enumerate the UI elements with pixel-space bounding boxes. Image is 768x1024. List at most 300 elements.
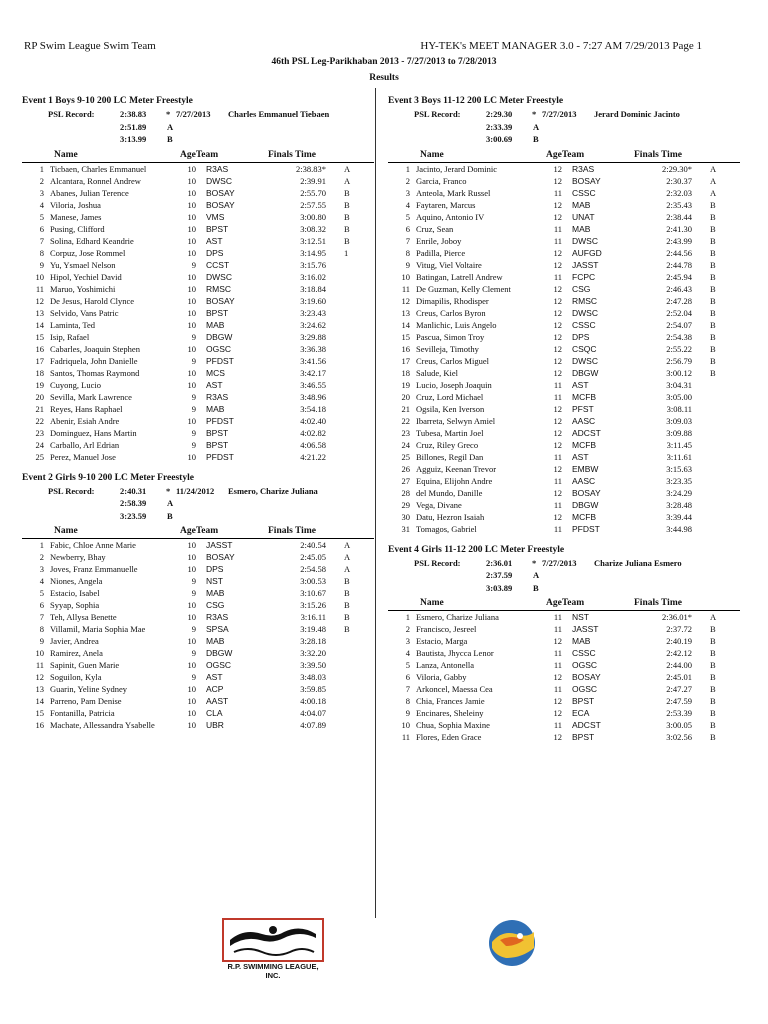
result-row	[388, 175, 740, 187]
result-row	[22, 587, 374, 599]
swimmer-age: 12	[553, 367, 562, 378]
result-place: 5	[405, 660, 410, 670]
swimmer-team: ADCST	[572, 720, 601, 730]
finals-time: 2:45.94	[666, 271, 692, 282]
swimmer-age: 9	[191, 391, 196, 402]
result-place: 20	[401, 391, 410, 402]
event-block	[388, 543, 740, 744]
swimmer-age: 12	[553, 511, 562, 522]
swimmer-name: Bautista, Jhycca Lenor	[416, 648, 494, 658]
swimmer-name: Guarin, Yeline Sydney	[50, 684, 127, 694]
result-row	[388, 235, 740, 247]
results-column-header	[388, 597, 740, 611]
event-title: Event 4 Girls 11-12 200 LC Meter Freestyle	[388, 544, 565, 555]
result-place: 6	[39, 223, 44, 234]
finals-time: 3:09.03	[666, 415, 692, 426]
result-row	[22, 355, 374, 367]
finals-time: 2:42.12	[666, 648, 692, 658]
result-place: 20	[35, 391, 44, 402]
time-standard: B	[710, 708, 716, 718]
result-row	[388, 671, 740, 683]
swimmer-name: Padilla, Pierce	[416, 247, 466, 258]
result-row	[22, 331, 374, 343]
result-row	[22, 235, 374, 247]
result-row	[22, 343, 374, 355]
swimmer-name: Reyes, Hans Raphael	[50, 403, 123, 414]
result-place: 31	[401, 523, 410, 534]
time-standard: B	[710, 271, 716, 282]
results-subtitle: Results	[369, 73, 399, 83]
time-standard: B	[710, 648, 716, 658]
psl-record-label: PSL Record:	[48, 485, 95, 496]
standard-code: B	[533, 134, 539, 144]
swimmer-team: AST	[206, 379, 223, 390]
result-place: 14	[35, 696, 44, 706]
swimmer-age: 10	[187, 708, 196, 718]
swimmer-age: 11	[553, 451, 562, 462]
swimmer-name: Estacio, Isabel	[50, 588, 100, 598]
swimmer-team: MAB	[572, 636, 591, 646]
swimmer-team: EMBW	[572, 463, 599, 474]
finals-time: 3:15.26	[300, 600, 326, 610]
time-standard: B	[710, 732, 716, 742]
finals-time: 3:29.88	[300, 331, 326, 342]
swimmer-team: MAB	[206, 403, 225, 414]
swimmer-team: OGSC	[572, 684, 598, 694]
result-place: 4	[405, 648, 410, 658]
swimmer-team: OGSC	[572, 660, 598, 670]
swimmer-age: 10	[187, 307, 196, 318]
time-standard: A	[344, 552, 351, 562]
finals-time: 3:00.53	[300, 576, 326, 586]
swimmer-name: Agguiz, Keenan Trevor	[416, 463, 497, 474]
result-place: 19	[35, 379, 44, 390]
swimmer-name: Cruz, Sean	[416, 223, 454, 234]
result-row	[388, 223, 740, 235]
finals-time: 2:36.01*	[662, 612, 692, 622]
result-place: 15	[401, 331, 410, 342]
swimmer-age: 9	[191, 588, 196, 598]
time-standard: B	[344, 600, 350, 610]
psl-record-label: PSL Record:	[414, 109, 461, 119]
swimmer-name: Francisco, Jesreel	[416, 624, 477, 634]
result-row	[22, 175, 374, 187]
result-place: 7	[39, 612, 44, 622]
time-standard: A	[710, 163, 717, 174]
swimmer-age: 12	[553, 175, 562, 186]
result-row	[388, 451, 740, 463]
swimmer-team: AST	[572, 451, 589, 462]
result-place: 11	[35, 283, 44, 294]
swimmer-team: BOSAY	[206, 295, 235, 306]
swimmer-name: Fadriquela, John Danielle	[50, 355, 138, 366]
result-row	[388, 659, 740, 671]
result-place: 10	[35, 648, 44, 658]
swimmer-name: Teh, Allysa Benette	[50, 612, 117, 622]
time-standard: B	[710, 696, 716, 706]
swimmer-team: BOSAY	[572, 672, 601, 682]
result-place: 6	[405, 672, 410, 682]
result-row	[22, 551, 374, 563]
result-row	[22, 319, 374, 331]
swimmer-team: JASST	[206, 540, 233, 550]
swimmer-team: UBR	[206, 720, 224, 730]
swimmer-name: Villamil, Maria Sophia Mae	[50, 624, 146, 634]
result-place: 10	[35, 271, 44, 282]
result-place: 9	[405, 259, 410, 270]
result-row	[388, 379, 740, 391]
swimmer-name: Corpuz, Jose Rommel	[50, 247, 126, 258]
finals-time: 3:28.48	[666, 499, 692, 510]
swimmer-name: Creus, Carlos Miguel	[416, 355, 489, 366]
result-place: 26	[401, 463, 410, 474]
result-place: 4	[39, 199, 44, 210]
finals-time: 3:18.84	[300, 283, 326, 294]
finals-time: 2:43.99	[666, 235, 692, 246]
result-place: 13	[35, 684, 44, 694]
result-row	[388, 415, 740, 427]
event-title: Event 1 Boys 9-10 200 LC Meter Freestyle	[22, 96, 193, 106]
standard-time: 2:58.39	[120, 498, 147, 508]
qualifying-standard	[22, 121, 374, 134]
swimmer-team: AST	[206, 235, 223, 246]
logo-caption: R.P. SWIMMING LEAGUE, INC.	[227, 962, 319, 980]
result-row	[388, 475, 740, 487]
result-place: 7	[39, 235, 44, 246]
swimmer-name: Viloria, Joshua	[50, 199, 101, 210]
swimmer-team: R3AS	[206, 163, 229, 174]
time-standard: B	[710, 331, 716, 342]
finals-time: 3:24.62	[300, 319, 326, 330]
result-place: 16	[35, 720, 44, 730]
swimmer-age: 10	[187, 187, 196, 198]
result-row	[388, 731, 740, 743]
result-place: 6	[39, 600, 44, 610]
qualifying-standard	[22, 133, 374, 146]
result-row	[388, 355, 740, 367]
result-row	[22, 379, 374, 391]
swimmer-team: AST	[206, 672, 223, 682]
finals-time: 3:04.31	[666, 379, 692, 390]
swimmer-name: Ibarreta, Selwyn Amiel	[416, 415, 496, 426]
swimmer-age: 10	[187, 379, 196, 390]
finals-time: 2:41.30	[666, 223, 692, 234]
swimmer-team: DWSC	[206, 175, 232, 186]
time-standard: B	[710, 307, 716, 318]
swimmer-name: Salude, Kiel	[416, 367, 459, 378]
result-place: 27	[401, 475, 410, 486]
finals-time: 3:05.00	[666, 391, 692, 402]
record-star: *	[166, 109, 171, 119]
swimmer-team: ADCST	[572, 427, 601, 438]
swimmer-team: DWSC	[206, 271, 232, 282]
swimmer-age: 10	[187, 223, 196, 234]
swimmer-age: 9	[191, 403, 196, 414]
swimmer-name: Machate, Allessandra Ysabelle	[50, 720, 155, 730]
swimmer-team: PFDST	[206, 355, 234, 366]
result-row	[388, 611, 740, 623]
finals-time: 4:21.22	[300, 451, 326, 462]
swimmer-age: 10	[187, 720, 196, 730]
swimmer-team: MAB	[206, 319, 225, 330]
swimmer-team: CSSC	[572, 648, 596, 658]
time-standard: A	[344, 163, 351, 174]
result-place: 14	[35, 319, 44, 330]
finals-time: 2:53.39	[666, 708, 692, 718]
time-standard: B	[710, 684, 716, 694]
qualifying-standard	[22, 510, 374, 523]
swimmer-age: 9	[191, 355, 196, 366]
swimmer-name: Pusing, Clifford	[50, 223, 105, 234]
time-standard: B	[710, 720, 716, 730]
result-place: 2	[405, 175, 410, 186]
finals-time: 3:15.76	[300, 259, 326, 270]
finals-time: 2:40.54	[300, 540, 326, 550]
result-row	[388, 683, 740, 695]
swimmer-team: PFST	[572, 403, 594, 414]
swimmer-age: 11	[553, 720, 562, 730]
swimmer-team: DBGW	[206, 648, 233, 658]
result-row	[388, 271, 740, 283]
result-place: 3	[39, 564, 44, 574]
time-standard: B	[710, 199, 716, 210]
swimmer-name: Chia, Frances Jamie	[416, 696, 485, 706]
header-software: HY-TEK's MEET MANAGER 3.0 - 7:27 AM 7/29/2013 Page 1	[420, 40, 702, 52]
swimmer-age: 11	[553, 475, 562, 486]
result-place: 11	[401, 732, 410, 742]
result-place: 30	[401, 511, 410, 522]
result-place: 25	[35, 451, 44, 462]
finals-time: 3:28.18	[300, 636, 326, 646]
result-row	[22, 575, 374, 587]
swimmer-age: 9	[191, 576, 196, 586]
time-standard: B	[710, 211, 716, 222]
result-row	[388, 247, 740, 259]
swimmer-team: DBGW	[572, 367, 599, 378]
standard-time: 2:33.39	[486, 121, 513, 132]
time-standard: B	[344, 588, 350, 598]
record-date: 7/27/2013	[176, 109, 211, 119]
swimmer-age: 12	[553, 708, 562, 718]
record-time: 2:38.83	[120, 109, 147, 119]
swimmer-name: Tubesa, Martin Joel	[416, 427, 484, 438]
header-age-team: AgeTeam	[546, 598, 585, 608]
result-place: 18	[35, 367, 44, 378]
swimmer-name: Cruz, Riley Greco	[416, 439, 479, 450]
swimmer-team: BOSAY	[572, 487, 601, 498]
finals-time: 2:54.58	[300, 564, 326, 574]
swimmer-age: 10	[187, 600, 196, 610]
result-place: 23	[35, 427, 44, 438]
swimmer-team: DBGW	[572, 499, 599, 510]
finals-time: 2:29.30*	[662, 163, 692, 174]
results-column-header	[388, 149, 740, 163]
swimmer-age: 12	[553, 636, 562, 646]
result-place: 8	[405, 696, 410, 706]
result-row	[388, 427, 740, 439]
finals-time: 2:56.79	[666, 355, 692, 366]
results-column-header	[22, 149, 374, 163]
result-place: 24	[35, 439, 44, 450]
swimmer-name: Isip, Rafael	[50, 331, 90, 342]
result-place: 18	[401, 367, 410, 378]
swimmer-name: Manese, James	[50, 211, 102, 222]
event-block	[22, 471, 374, 732]
result-row	[22, 163, 374, 175]
swimmer-name: Vega, Divane	[416, 499, 462, 510]
result-place: 15	[35, 708, 44, 718]
swimmer-age: 12	[553, 331, 562, 342]
swimmer-team: CSG	[206, 600, 225, 610]
swimmer-name: Faytaren, Marcus	[416, 199, 476, 210]
result-place: 28	[401, 487, 410, 498]
swimmer-team: BOSAY	[206, 552, 235, 562]
swimmer-age: 11	[553, 684, 562, 694]
header-finals-time: Finals Time	[634, 598, 682, 608]
result-row	[22, 599, 374, 611]
result-row	[388, 647, 740, 659]
time-standard: A	[344, 175, 351, 186]
swimmer-age: 12	[553, 463, 562, 474]
swimmer-name: Estacio, Marga	[416, 636, 468, 646]
header-age-team: AgeTeam	[180, 149, 219, 160]
finals-time: 2:30.37	[666, 175, 692, 186]
result-place: 4	[39, 576, 44, 586]
event-title: Event 3 Boys 11-12 200 LC Meter Freestyle	[388, 96, 564, 106]
psl-record-label: PSL Record:	[414, 557, 461, 568]
record-star: *	[166, 485, 171, 496]
standard-code: A	[533, 121, 540, 132]
result-place: 12	[401, 295, 410, 306]
psl-record	[388, 557, 740, 570]
standard-time: 2:51.89	[120, 121, 147, 132]
swimmer-name: Parreno, Pam Denise	[50, 696, 122, 706]
result-row	[22, 367, 374, 379]
finals-time: 3:19.60	[300, 295, 326, 306]
qualifying-standard	[388, 582, 740, 595]
time-standard: B	[710, 319, 716, 330]
swimmer-name: Fabic, Chloe Anne Marie	[50, 540, 136, 550]
swimmer-team: BPST	[206, 427, 229, 438]
finals-time: 2:47.59	[666, 696, 692, 706]
finals-time: 3:46.55	[300, 379, 326, 390]
finals-time: 2:44.00	[666, 660, 692, 670]
result-row	[22, 719, 374, 731]
result-row	[22, 695, 374, 707]
time-standard: B	[344, 624, 350, 634]
swimmer-name: Sapinit, Guen Marie	[50, 660, 120, 670]
swimmer-team: AST	[572, 379, 589, 390]
time-standard: B	[344, 211, 350, 222]
swimmer-team: OGSC	[206, 660, 232, 670]
finals-time: 2:47.28	[666, 295, 692, 306]
result-row	[22, 403, 374, 415]
event-title: Event 2 Girls 9-10 200 LC Meter Freestyle	[22, 472, 194, 483]
result-place: 29	[401, 499, 410, 510]
finals-time: 2:47.27	[666, 684, 692, 694]
finals-time: 2:32.03	[666, 187, 692, 198]
swimmer-age: 10	[187, 283, 196, 294]
swimmer-name: Selvido, Vans Patric	[50, 307, 119, 318]
result-row	[22, 635, 374, 647]
finals-time: 3:39.44	[666, 511, 692, 522]
psl-record	[22, 485, 374, 498]
header-finals-time: Finals Time	[634, 149, 682, 160]
time-standard: B	[710, 636, 716, 646]
result-row	[22, 707, 374, 719]
result-place: 2	[39, 552, 44, 562]
result-place: 17	[35, 355, 44, 366]
finals-time: 2:38.44	[666, 211, 692, 222]
finals-time: 3:23.43	[300, 307, 326, 318]
swimmer-team: JASST	[572, 624, 599, 634]
swimmer-age: 12	[553, 211, 562, 222]
finals-time: 3:39.50	[300, 660, 326, 670]
time-standard: B	[344, 235, 350, 246]
result-place: 23	[401, 427, 410, 438]
swimmer-age: 10	[187, 415, 196, 426]
swimmer-team: DBGW	[206, 331, 233, 342]
header-finals-time: Finals Time	[268, 526, 316, 536]
swimmer-age: 10	[187, 636, 196, 646]
swimmer-name: Newberry, Bhay	[50, 552, 106, 562]
swimmer-team: NST	[206, 576, 223, 586]
result-row	[22, 415, 374, 427]
swimmer-name: Esmero, Charize Juliana	[416, 612, 499, 622]
result-row	[22, 539, 374, 551]
swimmer-team: BPST	[206, 439, 229, 450]
result-place: 10	[401, 271, 410, 282]
swimmer-name: Carballo, Arl Edrian	[50, 439, 120, 450]
result-place: 13	[401, 307, 410, 318]
swimmer-age: 11	[553, 187, 562, 198]
result-row	[22, 223, 374, 235]
swimmer-age: 12	[553, 403, 562, 414]
finals-time: 2:52.04	[666, 307, 692, 318]
swimmer-age: 9	[191, 648, 196, 658]
time-standard: B	[344, 612, 350, 622]
time-standard: B	[710, 247, 716, 258]
result-row	[22, 563, 374, 575]
result-row	[22, 391, 374, 403]
swimmer-name: Batingan, Latrell Andrew	[416, 271, 503, 282]
time-standard: B	[344, 576, 350, 586]
time-standard: B	[710, 672, 716, 682]
swimmer-team: MAB	[572, 199, 591, 210]
swimmer-name: Cruz, Lord Michael	[416, 391, 484, 402]
result-place: 15	[35, 331, 44, 342]
column-divider	[375, 88, 376, 918]
swimmer-team: CLA	[206, 708, 223, 718]
finals-time: 3:44.98	[666, 523, 692, 534]
finals-time: 2:37.72	[666, 624, 692, 634]
result-row	[22, 671, 374, 683]
time-standard: 1	[344, 247, 349, 258]
finals-time: 2:35.43	[666, 199, 692, 210]
finals-time: 3:11.61	[666, 451, 692, 462]
result-row	[388, 623, 740, 635]
finals-time: 2:54.38	[666, 331, 692, 342]
swimmer-age: 11	[553, 271, 562, 282]
swimmer-age: 9	[191, 672, 196, 682]
finals-time: 2:54.07	[666, 319, 692, 330]
swimmer-name: Encinares, Sheleiny	[416, 708, 484, 718]
swimmer-team: AASC	[572, 415, 596, 426]
header-age-team: AgeTeam	[546, 149, 585, 160]
time-standard: B	[710, 283, 716, 294]
result-place: 11	[35, 660, 44, 670]
swimmer-age: 10	[187, 612, 196, 622]
